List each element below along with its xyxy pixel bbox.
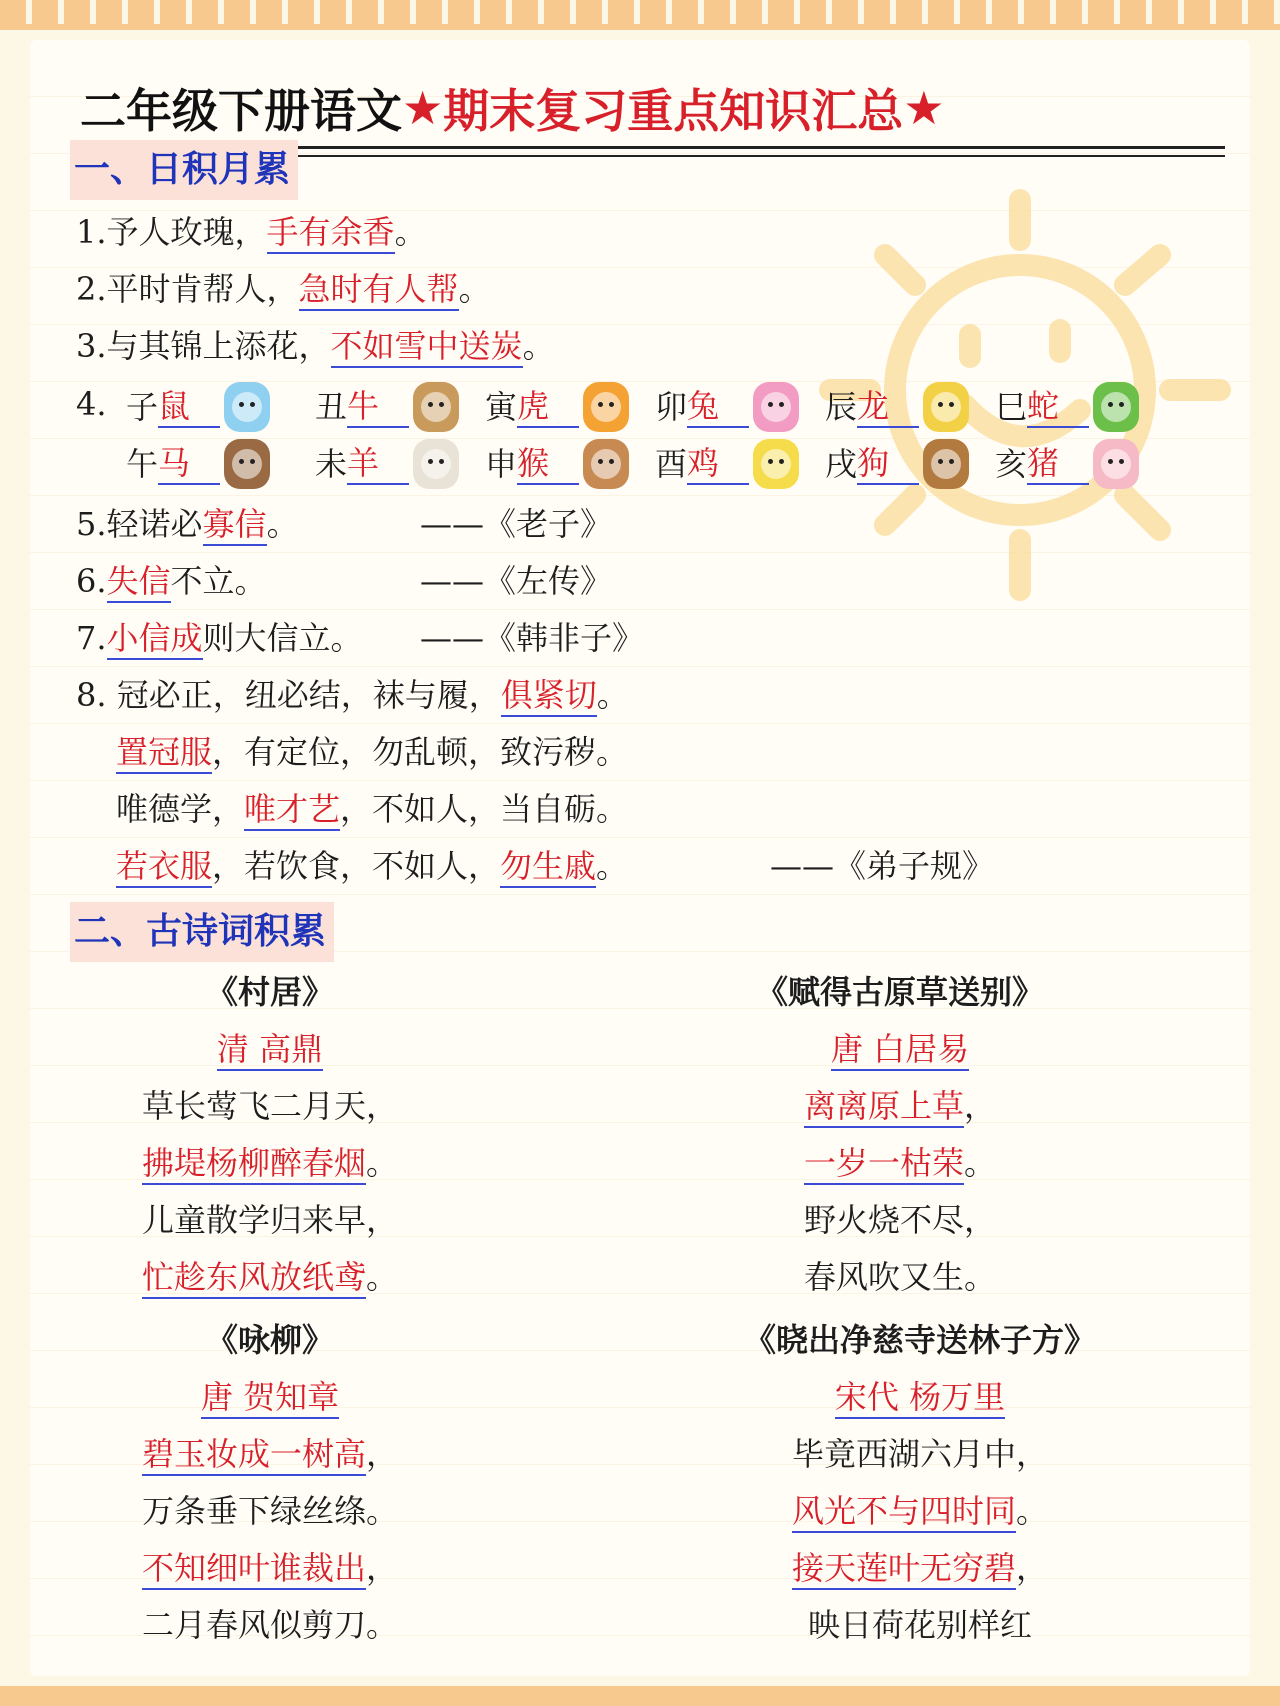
zodiac-animal-icon xyxy=(923,439,969,489)
zodiac-face-icon xyxy=(421,449,451,479)
zodiac-animal: 羊 xyxy=(347,443,409,485)
zodiac-face-icon xyxy=(931,392,961,422)
dizigui-line-1-end: 。 xyxy=(596,676,629,714)
zodiac-animal-icon xyxy=(224,382,270,432)
saying-5-source: ——《老子》 xyxy=(420,505,613,543)
poem-fudegu-line-1-end: ， xyxy=(964,1087,997,1125)
saying-6-source: ——《左传》 xyxy=(420,562,613,600)
zodiac-branch: 辰 xyxy=(825,388,858,426)
poem-cunju-line-2-answer: 拂堤杨柳醉春烟 xyxy=(142,1143,366,1185)
poem-cunju-title: 《村居》 xyxy=(205,973,334,1011)
zodiac-face-icon xyxy=(1101,392,1131,422)
poem-fudegu-line-2 xyxy=(710,1141,1090,1185)
poem-xiaochu-line-3-end: ， xyxy=(1016,1549,1049,1587)
zodiac-branch: 巳 xyxy=(995,388,1028,426)
saying-7-num: 7. xyxy=(76,619,107,657)
zodiac-branch: 子 xyxy=(126,388,159,426)
zodiac-animal-icon xyxy=(583,439,629,489)
zodiac-animal-icon xyxy=(583,382,629,432)
dizigui-line-2-text: ，有定位，勿乱顿，致污秽。 xyxy=(212,733,629,771)
saying-3 xyxy=(76,324,555,368)
saying-2 xyxy=(76,267,491,311)
poem-yongliu-line-2: 万条垂下绿丝绦。 xyxy=(141,1492,398,1530)
saying-7-source: ——《韩非子》 xyxy=(420,619,645,657)
zodiac-branch: 午 xyxy=(126,445,159,483)
zodiac-item xyxy=(825,439,969,489)
zodiac-animal: 狗 xyxy=(857,443,919,485)
poem-xiaochu-line-3-answer: 接天莲叶无穷碧 xyxy=(792,1548,1016,1590)
zodiac-animal-icon xyxy=(753,439,799,489)
zodiac-face-icon xyxy=(232,392,262,422)
zodiac-face-icon xyxy=(232,449,262,479)
dizigui-line-4 xyxy=(116,844,628,888)
dizigui-line-4-answer-2: 勿生戚 xyxy=(500,846,596,888)
zodiac-animal-icon xyxy=(923,382,969,432)
saying-5-end: 。 xyxy=(266,505,299,543)
zodiac-item xyxy=(485,439,629,489)
top-stripe-border xyxy=(0,0,1280,30)
saying-7-answer: 小信成 xyxy=(107,618,203,660)
poem-xiaochu-line-4: 映日荷花别样红 xyxy=(807,1606,1032,1644)
saying-5 xyxy=(76,502,299,546)
zodiac-animal: 马 xyxy=(158,443,220,485)
poem-xiaochu xyxy=(710,1318,1130,1647)
zodiac-item xyxy=(485,382,629,432)
worksheet-paper xyxy=(30,40,1250,1676)
zodiac-face-icon xyxy=(591,449,621,479)
title-star-left: ★ xyxy=(402,81,444,135)
saying-2-answer: 急时有人帮 xyxy=(299,269,459,311)
zodiac-branch: 酉 xyxy=(655,445,688,483)
zodiac-item xyxy=(995,382,1139,432)
saying-3-answer: 不如雪中送炭 xyxy=(331,326,523,368)
dizigui-line-1 xyxy=(76,673,629,717)
dizigui-line-1-answer: 俱紧切 xyxy=(501,675,597,717)
poem-fudegu-title: 《赋得古原草送别》 xyxy=(755,973,1044,1011)
poem-cunju-author: 清 高鼎 xyxy=(217,1029,323,1071)
poem-yongliu-line-3-answer: 不知细叶谁裁出 xyxy=(142,1548,366,1590)
poem-fudegu-author: 唐 白居易 xyxy=(831,1029,969,1071)
zodiac-item xyxy=(825,382,969,432)
saying-6-num: 6. xyxy=(76,562,107,600)
zodiac-animal: 鼠 xyxy=(158,386,220,428)
zodiac-item xyxy=(995,439,1139,489)
zodiac-face-icon xyxy=(761,392,791,422)
saying-3-end: 。 xyxy=(522,327,555,365)
dizigui-line-2 xyxy=(116,730,628,774)
dizigui-line-3-end: ，不如人，当自砺。 xyxy=(340,790,629,828)
poem-cunju-line-4 xyxy=(100,1255,440,1299)
poem-yongliu-line-3 xyxy=(100,1546,440,1590)
zodiac-animal-icon xyxy=(753,382,799,432)
zodiac-branch: 丑 xyxy=(315,388,348,426)
dizigui-line-4-end: 。 xyxy=(596,847,629,885)
saying-7 xyxy=(76,616,363,660)
bottom-stripe-border xyxy=(0,1686,1280,1706)
zodiac-item xyxy=(126,382,270,432)
poem-xiaochu-line-2-end: 。 xyxy=(1016,1492,1049,1530)
zodiac-item xyxy=(126,439,270,489)
poem-xiaochu-title: 《晓出净慈寺送林子方》 xyxy=(743,1321,1096,1359)
zodiac-animal-icon xyxy=(1093,382,1139,432)
poem-yongliu-line-4: 二月春风似剪刀。 xyxy=(141,1606,398,1644)
saying-5-answer: 寡信 xyxy=(203,504,267,546)
poem-yongliu-line-1-end: ， xyxy=(366,1435,399,1473)
saying-1-end: 。 xyxy=(394,213,427,251)
poem-fudegu-line-2-end: 。 xyxy=(964,1144,997,1182)
dizigui-line-4-text: ，若饮食，不如人， xyxy=(212,847,501,885)
zodiac-animal: 牛 xyxy=(347,386,409,428)
dizigui-line-2-answer: 置冠服 xyxy=(116,732,212,774)
poem-fudegu-line-1 xyxy=(710,1084,1090,1128)
zodiac-branch: 未 xyxy=(315,445,348,483)
zodiac-face-icon xyxy=(591,392,621,422)
zodiac-number: 4. xyxy=(76,385,107,423)
saying-2-end: 。 xyxy=(458,270,491,308)
section-heading-2: 二、古诗词积累 xyxy=(70,902,334,962)
zodiac-branch: 申 xyxy=(485,445,518,483)
zodiac-branch: 戌 xyxy=(825,445,858,483)
zodiac-branch: 卯 xyxy=(655,388,688,426)
zodiac-animal: 猪 xyxy=(1027,443,1089,485)
zodiac-animal: 猴 xyxy=(517,443,579,485)
zodiac-item xyxy=(655,382,799,432)
poem-xiaochu-line-2-answer: 风光不与四时同 xyxy=(792,1491,1016,1533)
title-topic: 期末复习重点知识汇总 xyxy=(443,84,904,138)
zodiac-face-icon xyxy=(761,449,791,479)
saying-1-text: 1.予人玫瑰， xyxy=(76,213,267,251)
poem-xiaochu-line-1: 毕竟西湖六月中， xyxy=(791,1435,1048,1473)
poem-cunju xyxy=(100,970,440,1299)
saying-7-text: 则大信立。 xyxy=(202,619,363,657)
zodiac-branch: 亥 xyxy=(995,445,1028,483)
zodiac-item xyxy=(655,439,799,489)
page-title xyxy=(80,68,1220,148)
zodiac-face-icon xyxy=(1101,449,1131,479)
poem-cunju-line-3: 儿童散学归来早， xyxy=(141,1201,398,1239)
title-star-right: ★ xyxy=(903,81,945,135)
poem-fudegu-line-2-answer: 一岁一枯荣 xyxy=(804,1143,964,1185)
saying-1 xyxy=(76,210,427,254)
dizigui-line-3-text: 唯德学， xyxy=(116,790,245,828)
zodiac-face-icon xyxy=(931,449,961,479)
poem-cunju-line-2 xyxy=(100,1141,440,1185)
zodiac-animal: 蛇 xyxy=(1027,386,1089,428)
poem-xiaochu-line-3 xyxy=(710,1546,1130,1590)
poem-yongliu-line-1-answer: 碧玉妆成一树高 xyxy=(142,1434,366,1476)
zodiac-item xyxy=(315,382,459,432)
zodiac-animal: 龙 xyxy=(857,386,919,428)
zodiac-animal-icon xyxy=(224,439,270,489)
saying-6-text: 不立。 xyxy=(170,562,267,600)
zodiac-item xyxy=(315,439,459,489)
saying-6-answer: 失信 xyxy=(107,561,171,603)
poem-yongliu-line-3-end: ， xyxy=(366,1549,399,1587)
dizigui-line-4-answer-1: 若衣服 xyxy=(116,846,212,888)
dizigui-line-1-text: 8. 冠必正，纽必结，袜与履， xyxy=(76,676,501,714)
poem-yongliu xyxy=(100,1318,440,1647)
poem-xiaochu-author: 宋代 杨万里 xyxy=(835,1377,1005,1419)
title-grade: 二年级下册语文 xyxy=(80,84,402,138)
poem-fudegu-line-3: 野火烧不尽， xyxy=(803,1201,996,1239)
poem-xiaochu-line-2 xyxy=(710,1489,1130,1533)
section-heading-1: 一、日积月累 xyxy=(70,140,298,200)
poem-yongliu-title: 《咏柳》 xyxy=(205,1321,334,1359)
zodiac-animal-icon xyxy=(413,382,459,432)
poem-fudegu-line-1-answer: 离离原上草 xyxy=(804,1086,964,1128)
poem-fudegu-line-4: 春风吹又生。 xyxy=(803,1258,996,1296)
saying-2-text: 2.平时肯帮人， xyxy=(76,270,299,308)
poem-cunju-line-2-end: 。 xyxy=(366,1144,399,1182)
zodiac-animal: 虎 xyxy=(517,386,579,428)
poem-fudegu xyxy=(710,970,1090,1299)
zodiac-branch: 寅 xyxy=(485,388,518,426)
poem-cunju-line-1: 草长莺飞二月天， xyxy=(141,1087,398,1125)
zodiac-animal-icon xyxy=(413,439,459,489)
poem-cunju-line-4-end: 。 xyxy=(366,1258,399,1296)
zodiac-face-icon xyxy=(421,392,451,422)
dizigui-line-3-answer: 唯才艺 xyxy=(244,789,340,831)
saying-6 xyxy=(76,559,267,603)
saying-3-text: 3.与其锦上添花， xyxy=(76,327,331,365)
zodiac-animal: 兔 xyxy=(687,386,749,428)
poem-yongliu-line-1 xyxy=(100,1432,440,1476)
saying-5-text: 5.轻诺必 xyxy=(76,505,203,543)
zodiac-animal-icon xyxy=(1093,439,1139,489)
dizigui-source: ——《弟子规》 xyxy=(770,847,995,885)
zodiac-animal: 鸡 xyxy=(687,443,749,485)
poem-cunju-line-4-answer: 忙趁东风放纸鸢 xyxy=(142,1257,366,1299)
poem-yongliu-author: 唐 贺知章 xyxy=(201,1377,339,1419)
saying-1-answer: 手有余香 xyxy=(267,212,395,254)
dizigui-line-3 xyxy=(116,787,628,831)
